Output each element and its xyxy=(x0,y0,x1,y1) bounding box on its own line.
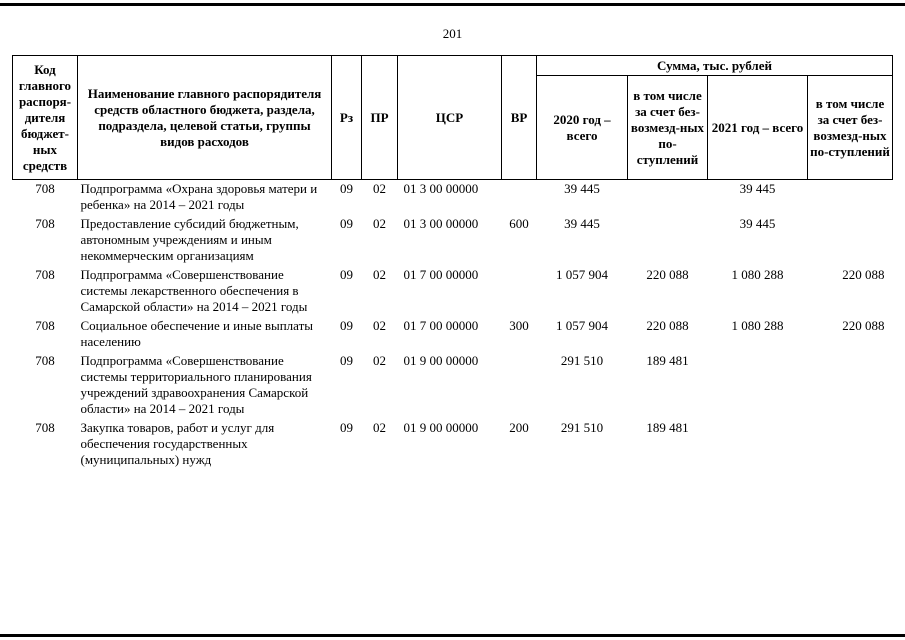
cell-2021-free xyxy=(808,215,893,266)
budget-table xyxy=(12,55,893,470)
cell-rz: 09 xyxy=(340,353,353,368)
cell-2020-total: 39 445 xyxy=(564,181,600,196)
cell-pr: 02 xyxy=(373,181,386,196)
cell-pr: 02 xyxy=(373,353,386,368)
cell-name: Закупка товаров, работ и услуг для обеспечения государственных (муниципальных) нужд xyxy=(80,420,275,467)
cell-rz: 09 xyxy=(340,318,353,333)
cell-2021-free xyxy=(808,419,893,470)
cell-2020-total: 1 057 904 xyxy=(556,318,608,333)
cell-vr: 300 xyxy=(509,318,529,333)
cell-vr xyxy=(502,266,537,317)
cell-csr: 01 9 00 00000 xyxy=(403,353,479,368)
cell-name: Подпрограмма «Совершенствование системы территориального планирования учреждений здравоохранения Самарской области» на 2014 – 2021 годы xyxy=(80,353,312,416)
cell-csr: 01 3 00 00000 xyxy=(403,181,479,196)
cell-pr: 02 xyxy=(373,318,386,333)
cell-2020-total: 1 057 904 xyxy=(556,267,608,282)
cell-code: 708 xyxy=(35,420,55,435)
header-2021-total: 2021 год – всего xyxy=(708,76,808,180)
cell-name: Социальное обеспечение и иные выплаты населению xyxy=(80,318,314,349)
header-vr: ВР xyxy=(502,56,537,180)
table-row xyxy=(13,317,893,352)
cell-csr: 01 7 00 00000 xyxy=(403,267,479,282)
cell-vr xyxy=(502,180,537,216)
header-name: Наименование главного распорядителя средств областного бюджета, раздела, подраздела, целевой статьи, группы видов расходов xyxy=(78,56,332,180)
cell-code: 708 xyxy=(35,216,55,231)
cell-2021-free: 220 088 xyxy=(842,267,885,282)
cell-2021-total xyxy=(708,419,808,470)
cell-2020-free: 189 481 xyxy=(646,420,689,435)
cell-vr: 600 xyxy=(509,216,529,231)
cell-2020-total: 291 510 xyxy=(560,353,604,368)
cell-name: Подпрограмма «Совершенствование системы лекарственного обеспечения в Самарской области» на 2014 – 2021 годы xyxy=(80,267,308,314)
cell-csr: 01 3 00 00000 xyxy=(403,216,479,231)
cell-rz: 09 xyxy=(340,267,353,282)
cell-rz: 09 xyxy=(340,181,353,196)
bottom-rule xyxy=(0,634,905,637)
cell-2021-free xyxy=(808,352,893,419)
cell-2021-total: 1 080 288 xyxy=(731,267,784,282)
cell-rz: 09 xyxy=(340,216,353,231)
table-row xyxy=(13,215,893,266)
cell-2021-free: 220 088 xyxy=(842,318,885,333)
cell-code: 708 xyxy=(35,267,55,282)
cell-2021-total: 39 445 xyxy=(739,181,776,196)
header-csr: ЦСР xyxy=(398,56,502,180)
cell-2020-free xyxy=(628,215,708,266)
cell-rz: 09 xyxy=(340,420,353,435)
table-body xyxy=(13,180,893,471)
table-row xyxy=(13,180,893,216)
cell-2020-free: 220 088 xyxy=(646,318,689,333)
table-row xyxy=(13,352,893,419)
cell-name: Предоставление субсидий бюджетным, автономным учреждениям и иным некоммерческим организациям xyxy=(80,216,299,263)
header-2021-free: в том числе за счет без-возмезд-ных по-ступлений xyxy=(808,76,893,180)
cell-2020-total: 39 445 xyxy=(564,216,600,231)
header-2020-total: 2020 год – всего xyxy=(537,76,628,180)
header-sum-group: Сумма, тыс. рублей xyxy=(537,56,893,76)
cell-2020-free: 189 481 xyxy=(646,353,689,368)
header-pr: ПР xyxy=(362,56,398,180)
cell-2021-free xyxy=(808,180,893,216)
cell-2021-total xyxy=(708,352,808,419)
cell-2020-free: 220 088 xyxy=(646,267,689,282)
cell-code: 708 xyxy=(35,353,55,368)
header-2020-free: в том числе за счет без-возмезд-ных по-ступлений xyxy=(628,76,708,180)
cell-2021-total: 1 080 288 xyxy=(731,318,784,333)
top-rule xyxy=(0,3,905,6)
page-number: 201 xyxy=(442,26,463,41)
table-row xyxy=(13,419,893,470)
table-row xyxy=(13,266,893,317)
table-header xyxy=(13,56,893,180)
cell-2021-total: 39 445 xyxy=(739,216,776,231)
cell-csr: 01 7 00 00000 xyxy=(403,318,479,333)
cell-csr: 01 9 00 00000 xyxy=(403,420,479,435)
cell-code: 708 xyxy=(35,181,55,196)
cell-vr: 200 xyxy=(509,420,529,435)
cell-pr: 02 xyxy=(373,216,386,231)
cell-pr: 02 xyxy=(373,267,386,282)
cell-name: Подпрограмма «Охрана здоровья матери и ребенка» на 2014 – 2021 годы xyxy=(80,181,318,212)
cell-2020-free xyxy=(628,180,708,216)
header-code: Код главного распоря-дителя бюджет-ных средств xyxy=(13,56,78,180)
header-rz: Рз xyxy=(332,56,362,180)
cell-2020-total: 291 510 xyxy=(560,420,604,435)
cell-pr: 02 xyxy=(373,420,386,435)
cell-code: 708 xyxy=(35,318,55,333)
cell-vr xyxy=(502,352,537,419)
